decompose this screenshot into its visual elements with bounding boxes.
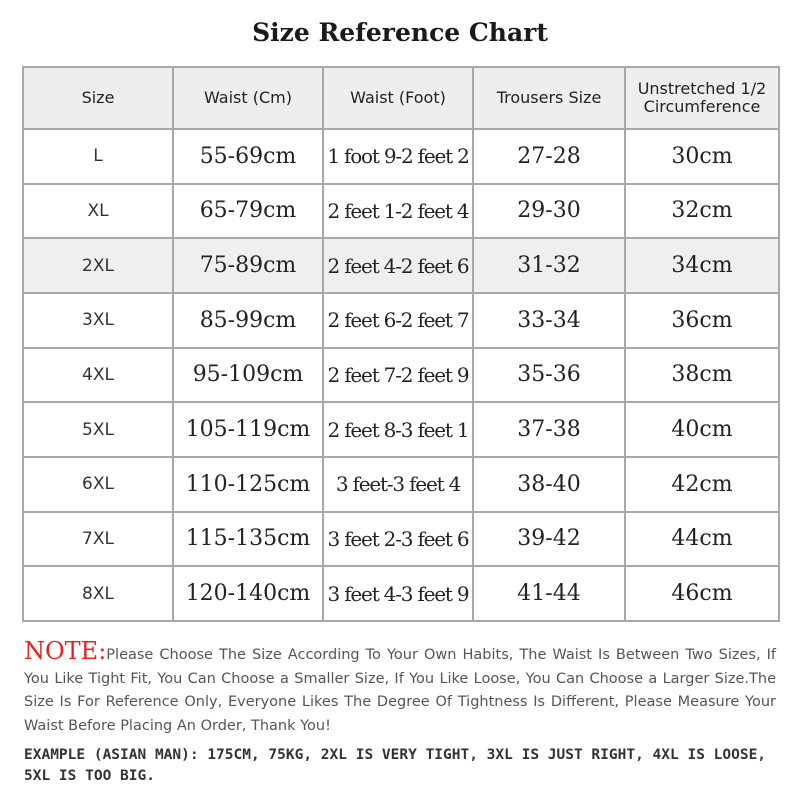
table-row — [23, 512, 779, 567]
cell-waist-cm: 110-125cm — [173, 457, 323, 512]
table-row — [23, 348, 779, 403]
cell-size: 6XL — [23, 457, 173, 512]
cell-circumference: 30cm — [625, 129, 779, 184]
cell-trousers-size: 29-30 — [473, 184, 625, 239]
table-row — [23, 402, 779, 457]
cell-trousers-size: 41-44 — [473, 566, 625, 621]
cell-waist-foot: 2 feet 4-2 feet 6 — [323, 238, 473, 293]
cell-circumference: 34cm — [625, 238, 779, 293]
cell-size: 7XL — [23, 512, 173, 567]
cell-waist-foot: 2 feet 8-3 feet 1 — [323, 402, 473, 457]
note-paragraph — [24, 637, 776, 738]
cell-size: XL — [23, 184, 173, 239]
header-trousers-size: Trousers Size — [473, 67, 625, 129]
cell-trousers-size: 38-40 — [473, 457, 625, 512]
cell-waist-cm: 105-119cm — [173, 402, 323, 457]
header-waist-foot: Waist (Foot) — [323, 67, 473, 129]
header-circumference: Unstretched 1/2 Circumference — [625, 67, 779, 129]
header-size: Size — [23, 67, 173, 129]
cell-trousers-size: 27-28 — [473, 129, 625, 184]
table-row — [23, 566, 779, 621]
header-waist-cm: Waist (Cm) — [173, 67, 323, 129]
cell-circumference: 46cm — [625, 566, 779, 621]
cell-waist-foot: 3 feet 2-3 feet 6 — [323, 512, 473, 567]
cell-trousers-size: 39-42 — [473, 512, 625, 567]
example-text: EXAMPLE (ASIAN MAN): 175CM, 75KG, 2XL IS VERY TIGHT, 3XL IS JUST RIGHT, 4XL IS LOOSE, 5XL IS TOO BIG. — [24, 747, 767, 784]
cell-circumference: 40cm — [625, 402, 779, 457]
cell-waist-foot: 2 feet 6-2 feet 7 — [323, 293, 473, 348]
cell-size: 2XL — [23, 238, 173, 293]
table-row — [23, 293, 779, 348]
page-title: Size Reference Chart — [252, 18, 548, 47]
cell-waist-cm: 65-79cm — [173, 184, 323, 239]
table-row — [23, 129, 779, 184]
cell-size: 5XL — [23, 402, 173, 457]
cell-trousers-size: 33-34 — [473, 293, 625, 348]
note-text: Please Choose The Size According To Your Own Habits, The Waist Is Between Two Sizes, If You Like Tight Fit, You Can Choose a Smaller Size, If You Like Loose, You Can Choose a Larger Size.The Size Is For Reference Only, Everyone Likes The Degree Of Tightness Is Different, Please Measure Your Waist Before Placing An Order, Thank You! — [24, 647, 776, 734]
table-row — [23, 184, 779, 239]
cell-waist-foot: 3 feet 4-3 feet 9 — [323, 566, 473, 621]
cell-waist-foot: 1 foot 9-2 feet 2 — [323, 129, 473, 184]
cell-waist-cm: 120-140cm — [173, 566, 323, 621]
cell-waist-cm: 75-89cm — [173, 238, 323, 293]
cell-circumference: 38cm — [625, 348, 779, 403]
cell-waist-foot: 3 feet-3 feet 4 — [323, 457, 473, 512]
cell-trousers-size: 35-36 — [473, 348, 625, 403]
cell-waist-cm: 85-99cm — [173, 293, 323, 348]
cell-trousers-size: 31-32 — [473, 238, 625, 293]
cell-circumference: 44cm — [625, 512, 779, 567]
cell-waist-foot: 2 feet 1-2 feet 4 — [323, 184, 473, 239]
cell-size: L — [23, 129, 173, 184]
table-row — [23, 238, 779, 293]
cell-trousers-size: 37-38 — [473, 402, 625, 457]
size-table — [22, 66, 780, 622]
cell-waist-cm: 115-135cm — [173, 512, 323, 567]
note-label: NOTE: — [24, 637, 107, 665]
cell-size: 4XL — [23, 348, 173, 403]
cell-waist-cm: 55-69cm — [173, 129, 323, 184]
table-row — [23, 457, 779, 512]
cell-circumference: 32cm — [625, 184, 779, 239]
cell-circumference: 42cm — [625, 457, 779, 512]
table-header-row — [23, 67, 779, 129]
cell-circumference: 36cm — [625, 293, 779, 348]
cell-size: 8XL — [23, 566, 173, 621]
cell-waist-cm: 95-109cm — [173, 348, 323, 403]
cell-size: 3XL — [23, 293, 173, 348]
cell-waist-foot: 2 feet 7-2 feet 9 — [323, 348, 473, 403]
